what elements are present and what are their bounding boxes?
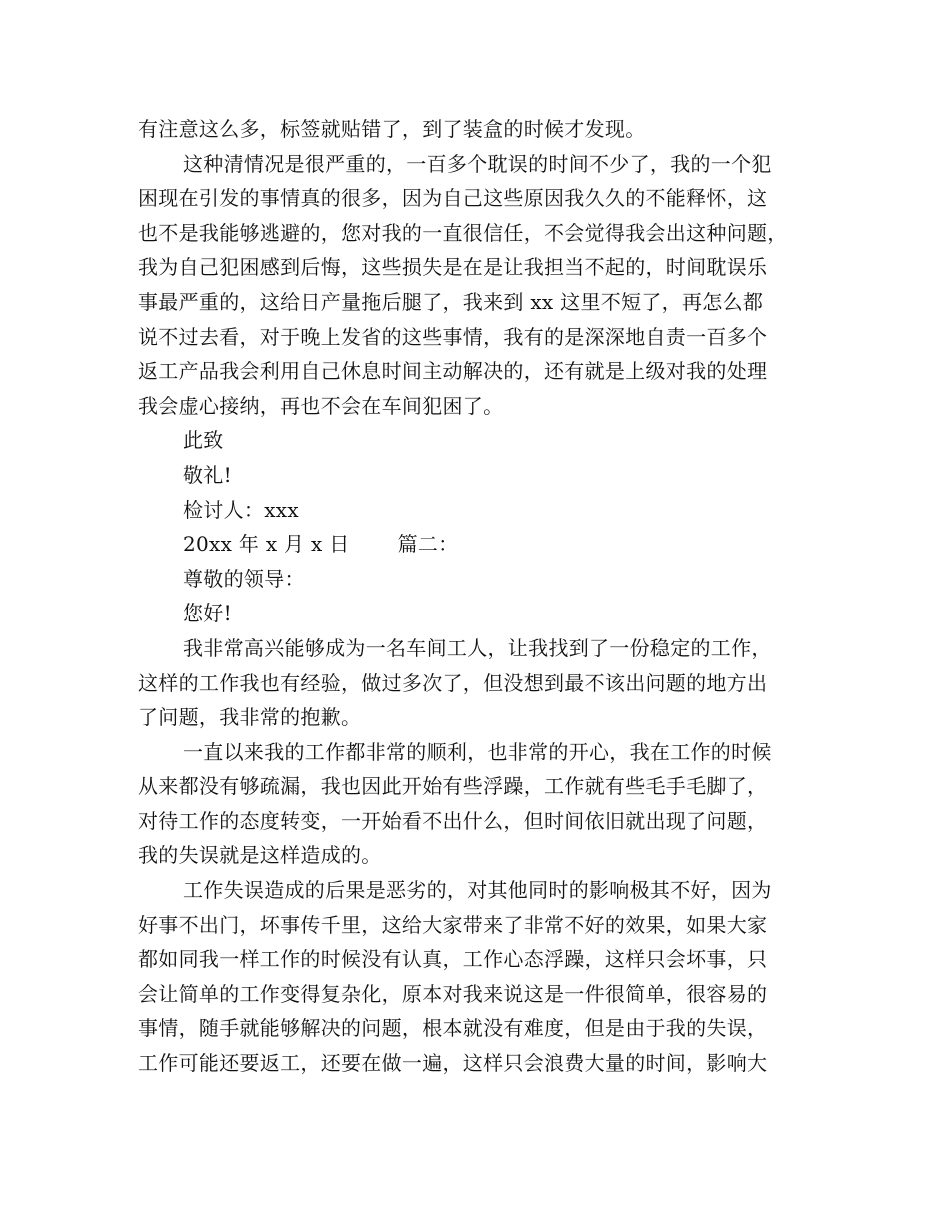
text-line: 也不是我能够逃避的，您对我的一直很信任，不会觉得我会出这种问题， [138, 220, 788, 245]
paragraph-start-line: 这种清情况是很严重的，一百多个耽误的时间不少了，我的一个犯 [183, 151, 772, 176]
text-line: 困现在引发的事情真的很多，因为自己这些原因我久久的不能释怀，这 [138, 186, 768, 211]
paragraph-start-line: 我非常高兴能够成为一名车间工人，让我找到了一份稳定的工作， [183, 635, 772, 660]
text-line: 好事不出门，坏事传千里，这给大家带来了非常不好的效果，如果大家 [138, 912, 768, 937]
section-heading: 篇二： [397, 532, 459, 557]
text-line: 会让简单的工作变得复杂化，原本对我来说这是一件很简单，很容易的 [138, 981, 768, 1006]
text-line: 我的失误就是这样造成的。 [138, 843, 382, 868]
letter-hello: 您好! [183, 601, 232, 626]
text-line: 都如同我一样工作的时候没有认真，工作心态浮躁，这样只会坏事，只 [138, 947, 768, 972]
text-line: 事情，随手就能够解决的问题，根本就没有难度，但是由于我的失误， [138, 1016, 768, 1041]
paragraph-start-line: 一直以来我的工作都非常的顺利，也非常的开心，我在工作的时候 [183, 739, 772, 764]
date-and-section-line [138, 527, 838, 562]
closing-regards: 敬礼! [183, 462, 232, 487]
text-line: 有注意这么多，标签就贴错了，到了装盒的时候才发现。 [138, 117, 646, 141]
author-signature: 检讨人：xxx [183, 497, 299, 522]
letter-greeting: 尊敬的领导： [183, 566, 305, 591]
text-line: 从来都没有够疏漏，我也因此开始有些浮躁，工作就有些毛手毛脚了， [138, 774, 768, 799]
text-line: 这样的工作我也有经验，做过多次了，但没想到最不该出问题的地方出 [138, 670, 768, 695]
text-line: 我会虚心接纳，再也不会在车间犯困了。 [138, 393, 504, 418]
text-line: 说不过去看，对于晚上发省的这些事情，我有的是深深地自责一百多个 [138, 324, 768, 349]
text-line: 了问题，我非常的抱歉。 [138, 705, 362, 730]
paragraph-start-line: 工作失误造成的后果是恶劣的，对其他同时的影响极其不好，因为 [183, 878, 772, 903]
text-line: 工作可能还要返工，还要在做一遍，这样只会浪费大量的时间，影响大 [138, 1051, 768, 1076]
closing-salutation: 此致 [183, 428, 224, 453]
text-line: 我为自己犯困感到后悔，这些损失是在是让我担当不起的，时间耽误乐 [138, 255, 768, 280]
document-body [138, 112, 838, 1081]
document-date: 20xx 年 x 月 x 日 [183, 532, 350, 557]
text-line: 返工产品我会利用自己休息时间主动解决的，还有就是上级对我的处理 [138, 359, 768, 384]
text-line: 事最严重的，这给日产量拖后腿了，我来到 xx 这里不短了，再怎么都 [138, 289, 764, 314]
text-line: 对待工作的态度转变，一开始看不出什么，但时间依旧就出现了问题， [138, 808, 768, 833]
